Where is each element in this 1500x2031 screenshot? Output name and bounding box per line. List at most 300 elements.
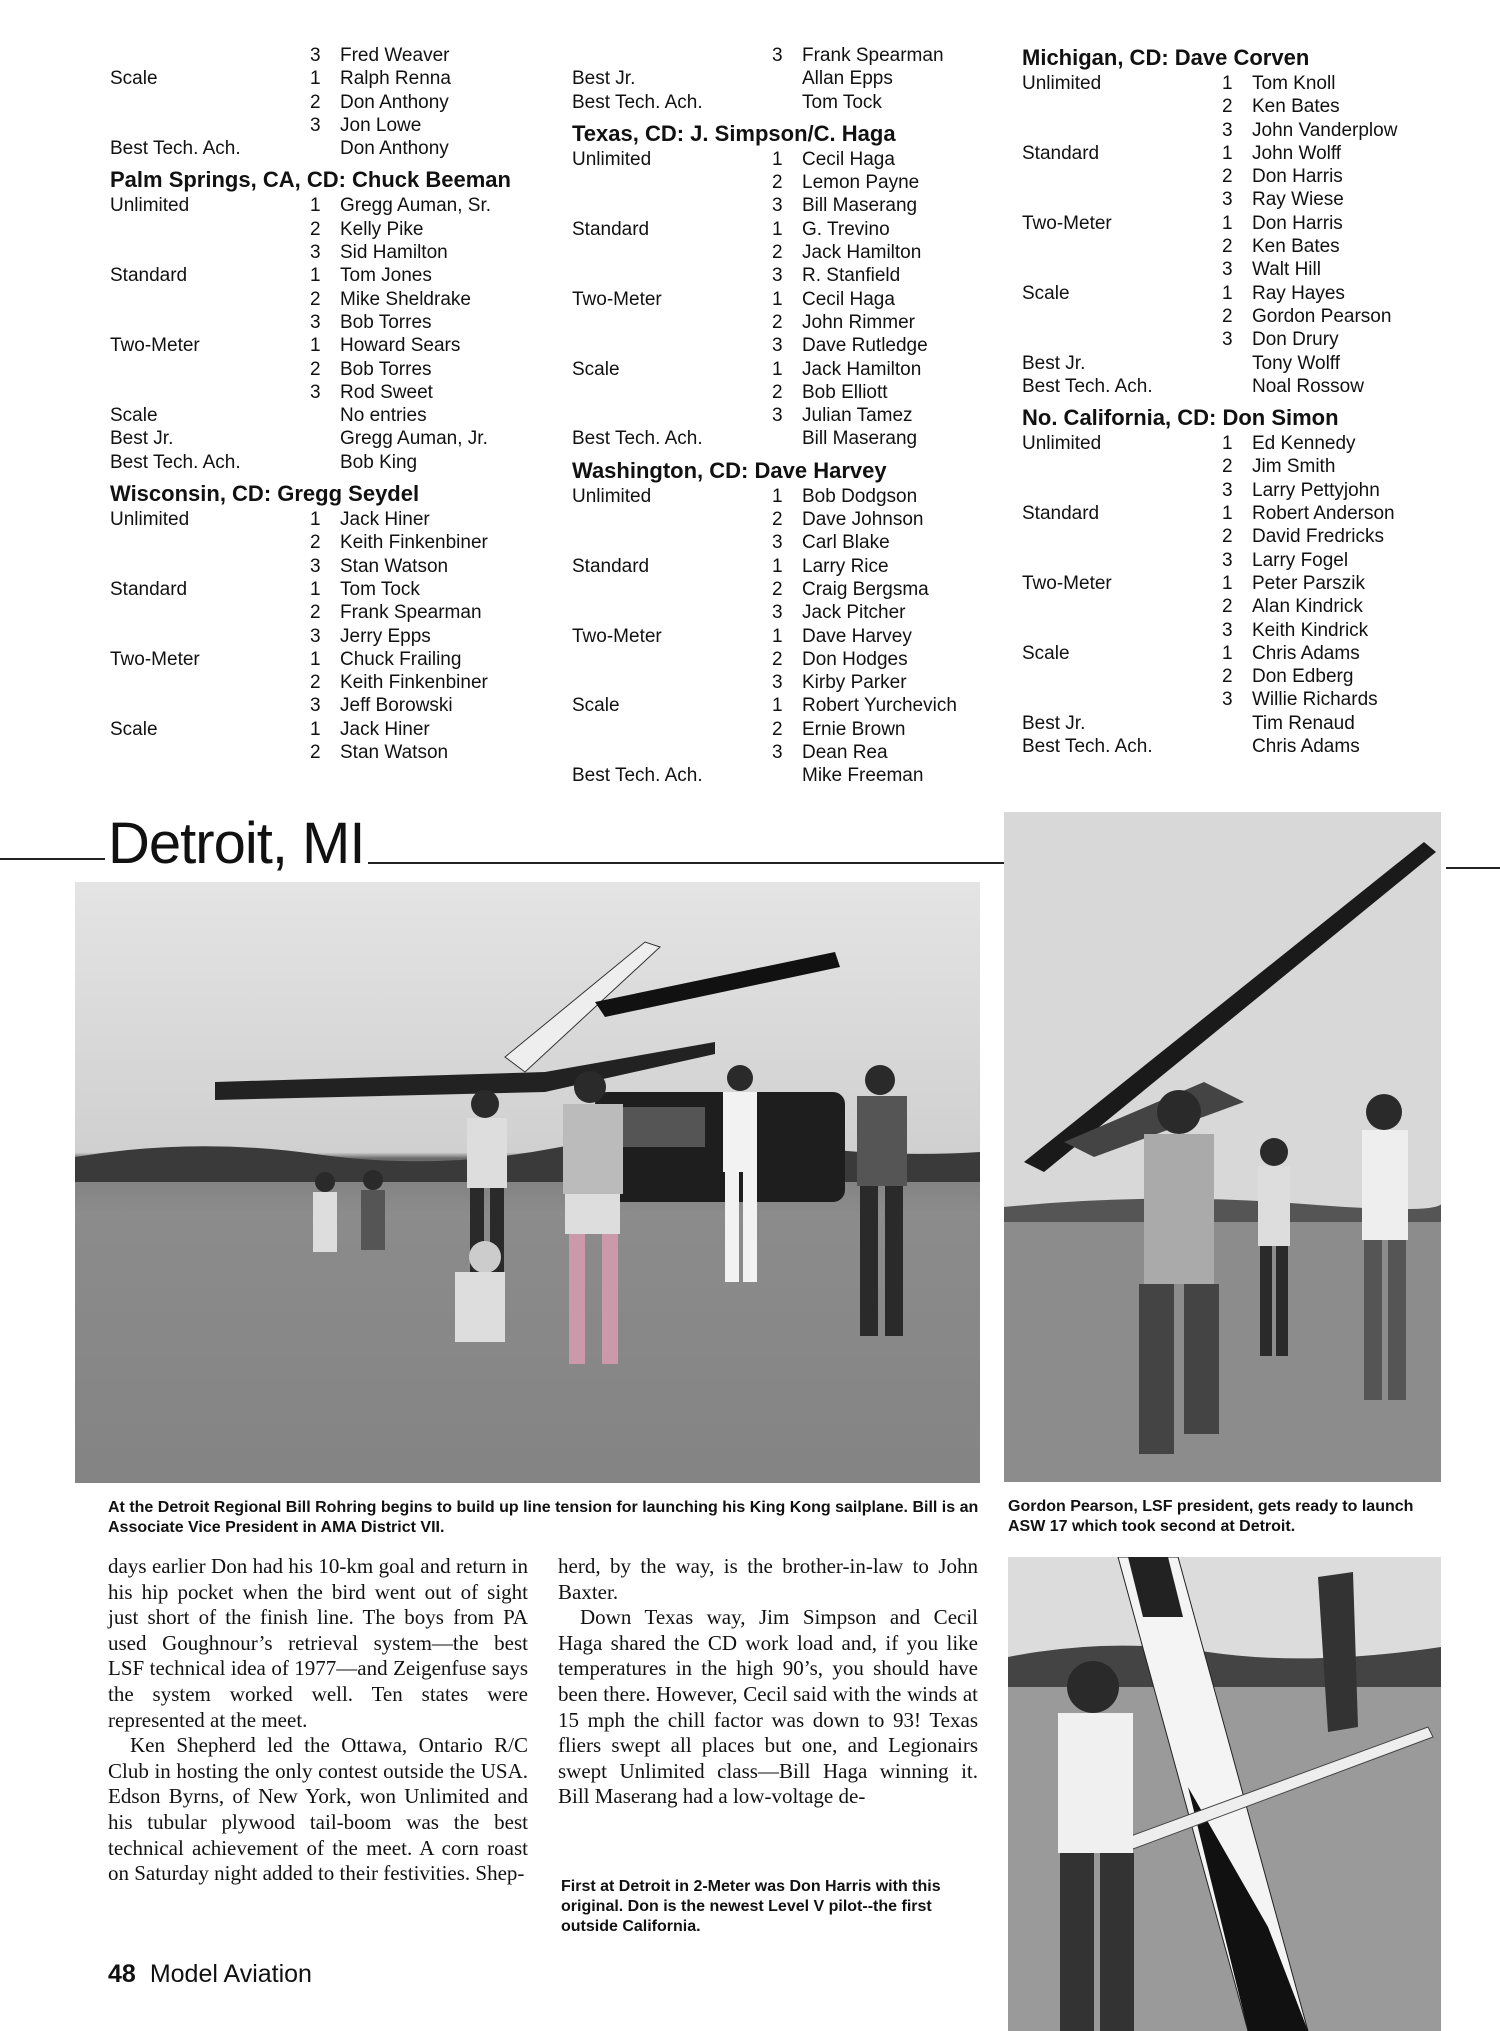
result-category [572, 171, 772, 194]
result-row [1022, 328, 1452, 351]
result-row [110, 241, 540, 264]
result-category [110, 555, 310, 578]
result-category: Best Tech. Ach. [110, 451, 241, 473]
result-row [572, 508, 1002, 531]
result-name: Carl Blake [802, 532, 890, 554]
result-category [110, 694, 310, 717]
result-name: Howard Sears [340, 335, 461, 357]
result-place [772, 427, 802, 450]
result-category: Standard [572, 218, 650, 240]
result-row [1022, 735, 1452, 758]
result-name: Julian Tamez [802, 405, 913, 427]
result-category [110, 531, 310, 554]
result-place: 1 [310, 68, 321, 90]
paragraph-1: days earlier Don had his 10-km goal and return in his hip pocket when the bird went out of sight just short of the finish line. The boys from PA used Goughnour’s retrieval system—the best LSF technical idea of 1977—and Zeigenfuse says the system worked well. Ten states were represented at the meet. [108, 1554, 528, 1732]
result-category [1022, 188, 1222, 211]
result-place [1222, 375, 1252, 398]
result-name: Jim Smith [1252, 456, 1336, 478]
result-row [110, 625, 540, 648]
result-category: Best Jr. [1022, 712, 1086, 734]
result-row [572, 91, 1002, 114]
paragraph-3: herd, by the way, is the brother-in-law to John Baxter. [558, 1554, 978, 1604]
result-place: 3 [772, 405, 783, 427]
result-place: 2 [772, 172, 783, 194]
result-place: 3 [310, 695, 321, 717]
result-name: Fred Weaver [340, 45, 450, 66]
result-place: 3 [772, 335, 783, 357]
result-row [110, 508, 540, 531]
result-row [572, 264, 1002, 287]
result-row [1022, 479, 1452, 502]
result-category [1022, 328, 1222, 351]
result-name: Keith Finkenbiner [340, 532, 488, 554]
result-name: Bill Maserang [802, 195, 918, 217]
result-row [1022, 142, 1452, 165]
result-place: 3 [1222, 549, 1233, 571]
result-row [1022, 595, 1452, 618]
result-row [110, 555, 540, 578]
result-name: Chuck Frailing [340, 648, 462, 670]
result-row [1022, 549, 1452, 572]
result-name: Dean Rea [802, 742, 888, 764]
result-category [572, 601, 772, 624]
result-name: Jeff Borowski [340, 695, 453, 717]
result-name: Tom Knoll [1252, 73, 1336, 94]
result-category: Scale [572, 358, 620, 380]
result-place: 3 [310, 555, 321, 577]
result-row [1022, 212, 1452, 235]
result-row [1022, 432, 1452, 455]
results-column-3 [1022, 44, 1452, 758]
result-place [310, 404, 340, 427]
result-category [110, 311, 310, 334]
result-place: 2 [772, 311, 783, 333]
result-name: Stan Watson [340, 742, 449, 764]
result-row [1022, 375, 1452, 398]
result-name: Ray Hayes [1252, 282, 1345, 304]
result-category [572, 671, 772, 694]
result-place: 2 [1222, 236, 1233, 258]
result-name: Chris Adams [1252, 642, 1360, 664]
result-row [1022, 235, 1452, 258]
result-category [110, 601, 310, 624]
result-name: Cecil Haga [802, 288, 895, 310]
result-category: Two-Meter [1022, 572, 1112, 594]
result-name: Don Drury [1252, 329, 1339, 351]
result-row [110, 381, 540, 404]
result-category: Scale [1022, 282, 1070, 304]
result-category [572, 718, 772, 741]
page-footer [108, 1960, 312, 1989]
result-name: Don Anthony [340, 138, 449, 160]
result-place [310, 137, 340, 160]
result-name: Jon Lowe [340, 114, 422, 136]
results-column-2 [572, 44, 1002, 788]
result-name: Jack Hiner [340, 718, 430, 740]
result-row [572, 694, 1002, 717]
result-place: 2 [310, 532, 321, 554]
result-name: Sid Hamilton [340, 242, 448, 264]
result-name: Bob Elliott [802, 381, 888, 403]
result-category: Best Jr. [110, 428, 174, 450]
results-section-header: Michigan, CD: Dave Corven [1022, 45, 1310, 70]
result-place: 1 [1222, 503, 1233, 525]
result-place: 3 [1222, 119, 1233, 141]
result-category [1022, 688, 1222, 711]
result-place [310, 427, 340, 450]
paragraph-2: Ken Shepherd led the Ottawa, Ontario R/C Club in hosting the only contest outside the USA. Edson Byrns, of New York, won Unlimited and his tubular plywood tail-boom was the best technical achievement of the meet. A corn roast on Saturday night added to their festivities. Shep- [108, 1733, 528, 1886]
result-row [110, 288, 540, 311]
result-category: Best Tech. Ach. [572, 91, 703, 113]
result-category: Unlimited [572, 148, 652, 170]
result-row [572, 485, 1002, 508]
result-place: 3 [1222, 619, 1233, 641]
photo-right-top-image [1004, 812, 1441, 1482]
result-row [110, 404, 540, 427]
page-number: 48 [108, 1960, 136, 1988]
result-row [572, 311, 1002, 334]
result-name: Tom Tock [802, 91, 882, 113]
result-row [110, 648, 540, 671]
result-category: Unlimited [1022, 73, 1102, 94]
result-category [572, 334, 772, 357]
results-section-header: Washington, CD: Dave Harvey [572, 457, 887, 483]
result-name: Larry Rice [802, 555, 889, 577]
result-name: Bob Torres [340, 311, 432, 333]
result-place [772, 91, 802, 114]
caption-right-top-photo: Gordon Pearson, LSF president, gets ready to launch ASW 17 which took second at Detroit. [1008, 1498, 1414, 1535]
result-category [110, 241, 310, 264]
result-category: Best Tech. Ach. [1022, 375, 1153, 397]
result-name: Chris Adams [1252, 736, 1360, 758]
result-row [572, 241, 1002, 264]
result-place: 3 [310, 45, 321, 66]
result-place: 2 [772, 648, 783, 670]
caption-bottom-photo: First at Detroit in 2-Meter was Don Harris with this original. Don is the newest Level V pilot--the first outside California. [561, 1878, 941, 1935]
result-place: 1 [1222, 433, 1233, 455]
result-name: Bob Dodgson [802, 485, 918, 507]
result-place: 3 [772, 602, 783, 624]
result-place: 3 [310, 381, 321, 403]
result-place: 2 [310, 218, 321, 240]
result-row [572, 555, 1002, 578]
result-row [1022, 665, 1452, 688]
result-name: Dave Harvey [802, 625, 912, 647]
result-name: Larry Pettyjohn [1252, 479, 1380, 501]
result-row [110, 741, 540, 764]
paragraph-4: Down Texas way, Jim Simpson and Cecil Haga shared the CD work load and, if you like temperatures in the high 90’s, you should have been there. However, Cecil said with the winds at 15 mph the chill factor was down to 93! Texas fliers swept all places but one, and Legionairs swept Unlimited class—Bill Haga winning it. Bill Maserang had a low-voltage de- [558, 1605, 978, 1809]
result-place: 2 [310, 288, 321, 310]
result-place: 2 [310, 602, 321, 624]
result-place: 3 [310, 625, 321, 647]
result-name: G. Trevino [802, 218, 890, 240]
result-row [572, 578, 1002, 601]
result-row [572, 648, 1002, 671]
result-place: 2 [1222, 596, 1233, 618]
result-name: Don Anthony [340, 91, 449, 113]
result-category [110, 381, 310, 404]
result-place: 2 [310, 742, 321, 764]
result-place: 3 [1222, 189, 1233, 211]
result-name: Frank Spearman [340, 602, 482, 624]
result-name: Stan Watson [340, 555, 449, 577]
result-row [110, 451, 540, 474]
result-row [572, 381, 1002, 404]
result-place: 1 [310, 578, 321, 600]
result-row [110, 114, 540, 137]
result-category [1022, 258, 1222, 281]
result-category: Two-Meter [572, 625, 662, 647]
results-section-header: No. California, CD: Don Simon [1022, 405, 1339, 431]
result-name: Jack Hiner [340, 509, 430, 531]
result-category [1022, 455, 1222, 478]
results-section-header: Wisconsin, CD: Gregg Seydel [110, 481, 420, 507]
result-place: 1 [310, 265, 321, 287]
result-category: Unlimited [110, 195, 190, 217]
result-row [572, 718, 1002, 741]
result-name: Walt Hill [1252, 259, 1321, 281]
result-category: Standard [110, 578, 188, 600]
result-name: Peter Parszik [1252, 572, 1365, 594]
title-rule-far-right [1446, 867, 1500, 869]
result-name: Robert Anderson [1252, 503, 1395, 525]
result-name: Lemon Payne [802, 172, 920, 194]
result-row [110, 578, 540, 601]
result-category: Best Tech. Ach. [572, 765, 703, 787]
result-row [110, 137, 540, 160]
result-category [1022, 595, 1222, 618]
result-row [572, 764, 1002, 787]
result-name: Kelly Pike [340, 218, 424, 240]
result-place: 1 [310, 195, 321, 217]
result-category [572, 404, 772, 427]
result-place: 3 [1222, 259, 1233, 281]
result-name: Craig Bergsma [802, 578, 929, 600]
results-section-header: Palm Springs, CA, CD: Chuck Beeman [110, 167, 511, 193]
result-name: Ken Bates [1252, 96, 1340, 118]
result-place: 3 [310, 114, 321, 136]
result-name: Don Harris [1252, 212, 1343, 234]
result-place: 1 [772, 288, 783, 310]
result-place: 1 [1222, 282, 1233, 304]
result-name: Ralph Renna [340, 68, 451, 90]
result-name: Bob Torres [340, 358, 432, 380]
result-place: 1 [1222, 73, 1233, 94]
result-row [110, 67, 540, 90]
result-name: Rod Sweet [340, 381, 433, 403]
result-category [572, 311, 772, 334]
result-category: Two-Meter [110, 335, 200, 357]
result-category [572, 264, 772, 287]
result-row [110, 44, 540, 67]
result-place: 3 [772, 45, 783, 66]
result-row [1022, 712, 1452, 735]
result-name: Dave Rutledge [802, 335, 928, 357]
result-category [572, 194, 772, 217]
result-name: John Vanderplow [1252, 119, 1398, 141]
result-name: Robert Yurchevich [802, 695, 957, 717]
result-row [1022, 572, 1452, 595]
result-place: 2 [772, 509, 783, 531]
result-category: Scale [1022, 642, 1070, 664]
result-row [1022, 352, 1452, 375]
result-category: Best Jr. [1022, 352, 1086, 374]
section-title: Detroit, MI [108, 811, 365, 876]
result-name: Jack Hamilton [802, 242, 922, 264]
result-place: 1 [1222, 212, 1233, 234]
title-rule-left [0, 858, 105, 860]
result-name: Keith Kindrick [1252, 619, 1369, 641]
result-place: 2 [772, 242, 783, 264]
result-row [1022, 282, 1452, 305]
result-row [110, 264, 540, 287]
result-row [1022, 455, 1452, 478]
result-category: Two-Meter [572, 288, 662, 310]
result-place [772, 764, 802, 787]
result-category: Best Tech. Ach. [572, 428, 703, 450]
result-category [572, 508, 772, 531]
result-place: 2 [1222, 96, 1233, 118]
result-place [1222, 712, 1252, 735]
results-column-1 [110, 44, 540, 764]
result-name: Bill Maserang [802, 428, 918, 450]
result-row [572, 218, 1002, 241]
result-place: 3 [310, 311, 321, 333]
result-category [572, 741, 772, 764]
result-name: Jack Hamilton [802, 358, 922, 380]
result-name: Willie Richards [1252, 689, 1378, 711]
result-row [1022, 119, 1452, 142]
result-name: Frank Spearman [802, 45, 944, 66]
result-place: 2 [310, 672, 321, 694]
result-category: Scale [110, 405, 158, 427]
result-place: 3 [1222, 329, 1233, 351]
result-place: 2 [1222, 666, 1233, 688]
result-row [110, 334, 540, 357]
result-name: Ken Bates [1252, 236, 1340, 258]
result-place [310, 451, 340, 474]
result-place: 1 [310, 509, 321, 531]
result-name: Gregg Auman, Sr. [340, 195, 492, 217]
result-category [110, 218, 310, 241]
result-category: Two-Meter [110, 648, 200, 670]
result-category [1022, 235, 1222, 258]
result-place: 2 [772, 718, 783, 740]
result-name: David Fredricks [1252, 526, 1384, 548]
result-place: 3 [1222, 689, 1233, 711]
result-row [110, 218, 540, 241]
result-row [1022, 305, 1452, 328]
result-place: 1 [772, 358, 783, 380]
result-place: 1 [772, 218, 783, 240]
result-name: Larry Fogel [1252, 549, 1349, 571]
result-row [572, 358, 1002, 381]
result-name: R. Stanfield [802, 265, 901, 287]
result-name: Tom Jones [340, 265, 432, 287]
result-row [572, 625, 1002, 648]
result-category [110, 741, 310, 764]
result-name: No entries [340, 405, 427, 427]
result-category: Scale [110, 718, 158, 740]
result-name: Gordon Pearson [1252, 305, 1392, 327]
result-row [1022, 642, 1452, 665]
result-name: Don Harris [1252, 166, 1343, 188]
photo-bill-rohring-king-kong [75, 882, 980, 1483]
result-name: Tom Tock [340, 578, 420, 600]
result-category [1022, 665, 1222, 688]
result-row [110, 694, 540, 717]
result-category [1022, 119, 1222, 142]
result-place: 1 [310, 648, 321, 670]
result-row [110, 718, 540, 741]
result-place: 1 [310, 335, 321, 357]
result-place: 1 [772, 485, 783, 507]
result-place: 1 [1222, 642, 1233, 664]
result-place: 2 [310, 358, 321, 380]
result-row [572, 531, 1002, 554]
result-place: 1 [310, 718, 321, 740]
article-text-col2 [558, 1554, 978, 1810]
result-category: Standard [572, 555, 650, 577]
result-row [1022, 72, 1452, 95]
result-place: 3 [310, 242, 321, 264]
result-row [110, 194, 540, 217]
result-row [572, 427, 1002, 450]
result-row [572, 334, 1002, 357]
magazine-name: Model Aviation [149, 1960, 312, 1988]
result-place: 3 [772, 672, 783, 694]
result-row [1022, 525, 1452, 548]
result-place: 1 [772, 625, 783, 647]
result-place: 3 [1222, 479, 1233, 501]
result-category [572, 381, 772, 404]
result-row [110, 531, 540, 554]
result-row [110, 358, 540, 381]
result-place: 2 [1222, 456, 1233, 478]
article-text-col1 [108, 1554, 528, 1887]
result-row [110, 671, 540, 694]
result-category: Scale [572, 695, 620, 717]
result-place [772, 67, 802, 90]
result-category [110, 288, 310, 311]
photo-bottom-right-image [1008, 1557, 1441, 2031]
result-category [110, 671, 310, 694]
result-row [1022, 188, 1452, 211]
result-place [1222, 352, 1252, 375]
photo-main-image [75, 882, 980, 1483]
result-name: Noal Rossow [1252, 375, 1364, 397]
result-name: Dave Johnson [802, 509, 924, 531]
result-category [572, 241, 772, 264]
result-row [110, 91, 540, 114]
result-category [1022, 525, 1222, 548]
result-category: Standard [110, 265, 188, 287]
result-row [572, 288, 1002, 311]
result-place: 2 [1222, 166, 1233, 188]
result-place: 3 [772, 742, 783, 764]
caption-main-photo: At the Detroit Regional Bill Rohring begins to build up line tension for launching his King Kong sailplane. Bill is an Associate Vice President in AMA District VII. [108, 1499, 979, 1536]
result-row [572, 741, 1002, 764]
result-category [1022, 619, 1222, 642]
result-name: Ernie Brown [802, 718, 906, 740]
result-name: Jack Pitcher [802, 602, 906, 624]
result-row [572, 67, 1002, 90]
result-category [110, 625, 310, 648]
result-place: 2 [772, 381, 783, 403]
result-name: Cecil Haga [802, 148, 895, 170]
result-name: Tim Renaud [1252, 712, 1355, 734]
result-place [1222, 735, 1252, 758]
